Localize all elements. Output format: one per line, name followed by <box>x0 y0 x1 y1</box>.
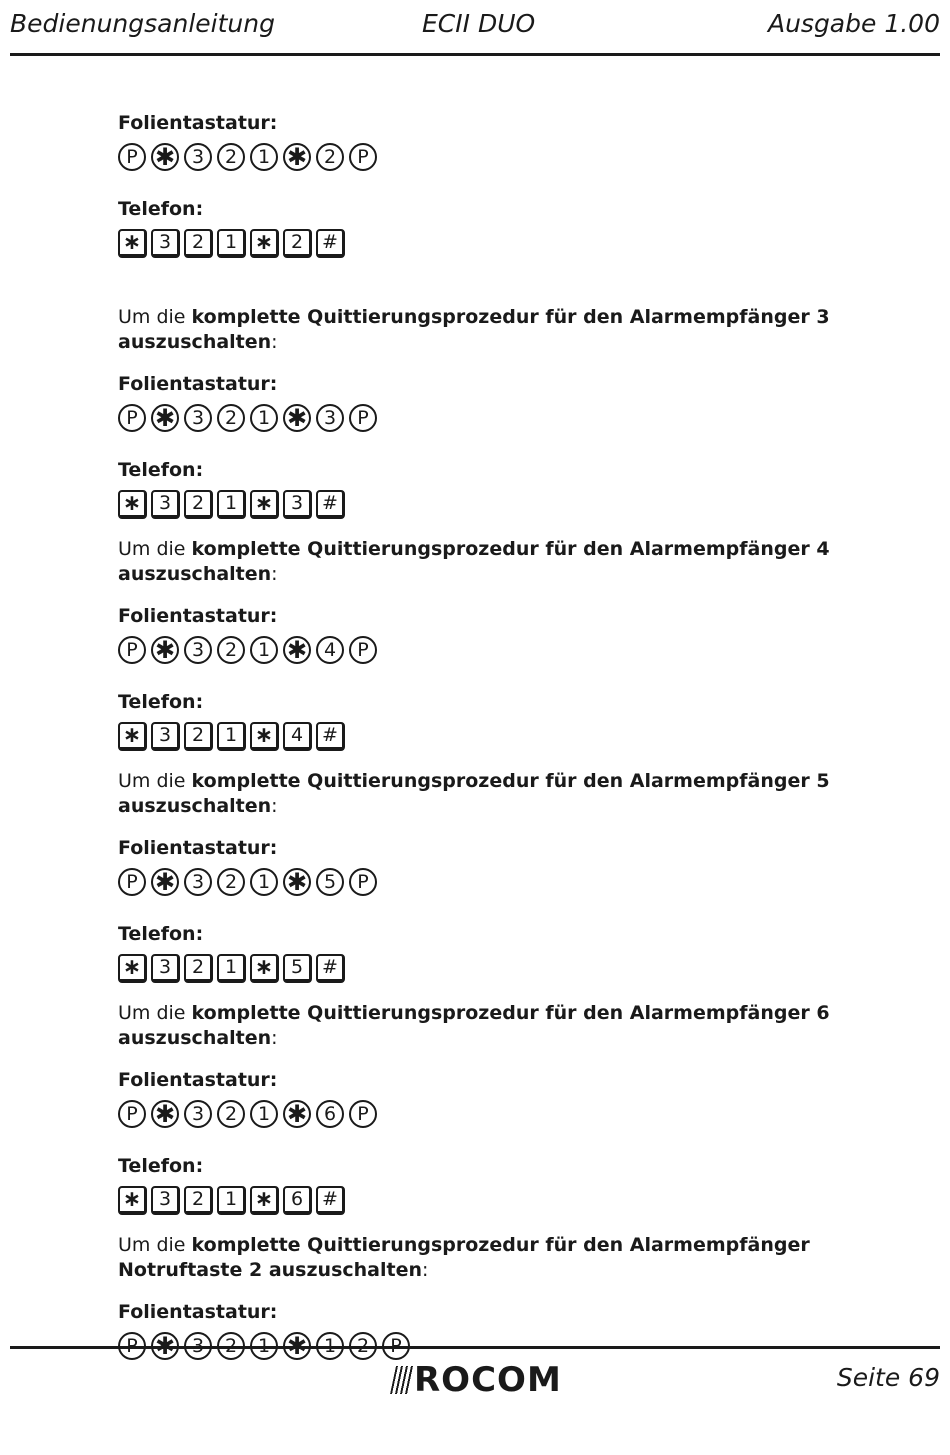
membrane-key: ✱ <box>283 404 311 432</box>
membrane-key: P <box>118 143 146 171</box>
membrane-key: 3 <box>184 1332 212 1360</box>
phone-key: 2 <box>184 1186 213 1215</box>
phone-key: # <box>316 954 345 983</box>
phone-key: 3 <box>151 722 180 751</box>
membrane-key: 6 <box>316 1100 344 1128</box>
membrane-key: 3 <box>184 868 212 896</box>
instruction-text <box>118 1001 933 1051</box>
membrane-key: P <box>349 636 377 664</box>
membrane-key: P <box>382 1332 410 1360</box>
instruction-emphasis: komplette Quittierungsprozedur für den Alarmempfänger 5 auszuschalten <box>118 770 830 817</box>
membrane-key: 1 <box>250 404 278 432</box>
membrane-key: ✱ <box>283 143 311 171</box>
header-manual-title: Bedienungsanleitung <box>10 9 275 38</box>
phone-key: 3 <box>151 1186 180 1215</box>
instruction-block <box>118 769 933 991</box>
phone-label: Telefon: <box>118 198 204 220</box>
instruction-emphasis: komplette Quittierungsprozedur für den Alarmempfänger Notruftaste 2 auszuschalten <box>118 1234 810 1281</box>
header-divider <box>10 53 940 56</box>
membrane-key: 3 <box>316 404 344 432</box>
membrane-key: P <box>118 868 146 896</box>
phone-key: ∗ <box>118 490 147 519</box>
instruction-emphasis: komplette Quittierungsprozedur für den Alarmempfänger 3 auszuschalten <box>118 306 830 353</box>
membrane-key: ✱ <box>151 636 179 664</box>
rocom-logo-text: ROCOM <box>414 1360 562 1400</box>
membrane-keypad-label: Folientastatur: <box>118 373 278 395</box>
instruction-prefix: Um die <box>118 770 192 792</box>
header-product-name: ECII DUO <box>422 9 536 38</box>
phone-key: 2 <box>184 722 213 751</box>
phone-key: # <box>316 1186 345 1215</box>
membrane-key: 2 <box>217 1332 245 1360</box>
membrane-keypad-label: Folientastatur: <box>118 112 278 134</box>
membrane-keypad-label: Folientastatur: <box>118 605 278 627</box>
membrane-key: 1 <box>250 1100 278 1128</box>
membrane-key: P <box>118 636 146 664</box>
membrane-key: 4 <box>316 636 344 664</box>
phone-label: Telefon: <box>118 923 204 945</box>
phone-key: 1 <box>217 229 246 258</box>
phone-key: 5 <box>283 954 312 983</box>
phone-key: ∗ <box>250 229 279 258</box>
footer-divider <box>10 1346 940 1349</box>
manual-content <box>118 108 933 1455</box>
membrane-keypad-label: Folientastatur: <box>118 837 278 859</box>
membrane-key: 3 <box>184 636 212 664</box>
membrane-key: ✱ <box>283 636 311 664</box>
rocom-logo <box>393 1362 562 1398</box>
instruction-suffix: : <box>271 563 278 585</box>
instruction-block <box>118 1001 933 1223</box>
phone-key: 2 <box>184 229 213 258</box>
phone-key-sequence <box>118 717 933 773</box>
membrane-key: 3 <box>184 404 212 432</box>
page-header <box>10 6 940 42</box>
phone-key: 3 <box>151 954 180 983</box>
instruction-suffix: : <box>271 1027 278 1049</box>
phone-key: 2 <box>283 229 312 258</box>
membrane-key: 2 <box>316 143 344 171</box>
phone-key-sequence <box>118 1181 933 1237</box>
membrane-key: 2 <box>349 1332 377 1360</box>
phone-key: 1 <box>217 490 246 519</box>
instruction-emphasis: komplette Quittierungsprozedur für den Alarmempfänger 4 auszuschalten <box>118 538 830 585</box>
phone-key: ∗ <box>118 722 147 751</box>
membrane-key: 1 <box>250 636 278 664</box>
instruction-suffix: : <box>271 795 278 817</box>
phone-key: 2 <box>184 954 213 983</box>
instruction-block <box>118 108 933 295</box>
membrane-key-sequence <box>118 1095 933 1151</box>
phone-key: # <box>316 490 345 519</box>
header-edition: Ausgabe 1.00 <box>767 9 940 38</box>
phone-key: 1 <box>217 722 246 751</box>
membrane-key: 1 <box>250 143 278 171</box>
membrane-key: 1 <box>250 1332 278 1360</box>
phone-key: 1 <box>217 1186 246 1215</box>
membrane-keypad-label: Folientastatur: <box>118 1069 278 1091</box>
membrane-key: P <box>118 1100 146 1128</box>
phone-key: 6 <box>283 1186 312 1215</box>
membrane-key: 1 <box>316 1332 344 1360</box>
membrane-key: ✱ <box>151 1100 179 1128</box>
instruction-text <box>118 537 933 587</box>
membrane-key: 3 <box>184 1100 212 1128</box>
membrane-key: ✱ <box>283 868 311 896</box>
membrane-key: ✱ <box>151 1332 179 1360</box>
instruction-text <box>118 1233 933 1283</box>
phone-label: Telefon: <box>118 459 204 481</box>
phone-key: ∗ <box>250 490 279 519</box>
instruction-block <box>118 1233 933 1455</box>
phone-key: 3 <box>151 229 180 258</box>
rocom-logo-mark-icon <box>390 1366 414 1394</box>
instruction-prefix: Um die <box>118 538 192 560</box>
membrane-key: 2 <box>217 143 245 171</box>
phone-key: 2 <box>184 490 213 519</box>
instruction-suffix: : <box>422 1259 429 1281</box>
phone-key: 1 <box>217 954 246 983</box>
phone-key: 3 <box>283 490 312 519</box>
phone-key: # <box>316 722 345 751</box>
membrane-key: 3 <box>184 143 212 171</box>
phone-key-sequence <box>118 485 933 541</box>
membrane-key: ✱ <box>151 143 179 171</box>
instruction-text <box>118 769 933 819</box>
phone-key: 3 <box>151 490 180 519</box>
phone-key: 4 <box>283 722 312 751</box>
membrane-key: 2 <box>217 636 245 664</box>
instruction-prefix: Um die <box>118 1234 192 1256</box>
phone-key: ∗ <box>250 1186 279 1215</box>
phone-key-sequence <box>118 949 933 1005</box>
instruction-text <box>118 305 933 355</box>
membrane-key: ✱ <box>283 1332 311 1360</box>
membrane-key-sequence <box>118 631 933 687</box>
membrane-key: P <box>118 1332 146 1360</box>
instruction-emphasis: komplette Quittierungsprozedur für den Alarmempfänger 6 auszuschalten <box>118 1002 830 1049</box>
phone-key-sequence <box>118 224 933 280</box>
membrane-key: 5 <box>316 868 344 896</box>
instruction-prefix: Um die <box>118 306 192 328</box>
phone-label: Telefon: <box>118 1155 204 1177</box>
phone-key: ∗ <box>250 722 279 751</box>
phone-key: ∗ <box>118 1186 147 1215</box>
membrane-keypad-label: Folientastatur: <box>118 1301 278 1323</box>
membrane-key: ✱ <box>151 404 179 432</box>
membrane-key: P <box>349 868 377 896</box>
membrane-key: P <box>349 143 377 171</box>
membrane-key-sequence <box>118 138 933 194</box>
instruction-block <box>118 305 933 527</box>
membrane-key: 2 <box>217 868 245 896</box>
membrane-key-sequence <box>118 399 933 455</box>
membrane-key: ✱ <box>151 868 179 896</box>
page-number: Seite 69 <box>836 1363 940 1392</box>
membrane-key: 2 <box>217 1100 245 1128</box>
instruction-block <box>118 537 933 759</box>
membrane-key: 1 <box>250 868 278 896</box>
phone-key: ∗ <box>250 954 279 983</box>
membrane-key: P <box>118 404 146 432</box>
phone-key: # <box>316 229 345 258</box>
phone-key: ∗ <box>118 954 147 983</box>
membrane-key: ✱ <box>283 1100 311 1128</box>
phone-label: Telefon: <box>118 691 204 713</box>
phone-key: ∗ <box>118 229 147 258</box>
membrane-key: P <box>349 404 377 432</box>
membrane-key: P <box>349 1100 377 1128</box>
membrane-key-sequence <box>118 863 933 919</box>
instruction-prefix: Um die <box>118 1002 192 1024</box>
membrane-key: 2 <box>217 404 245 432</box>
instruction-suffix: : <box>271 331 278 353</box>
